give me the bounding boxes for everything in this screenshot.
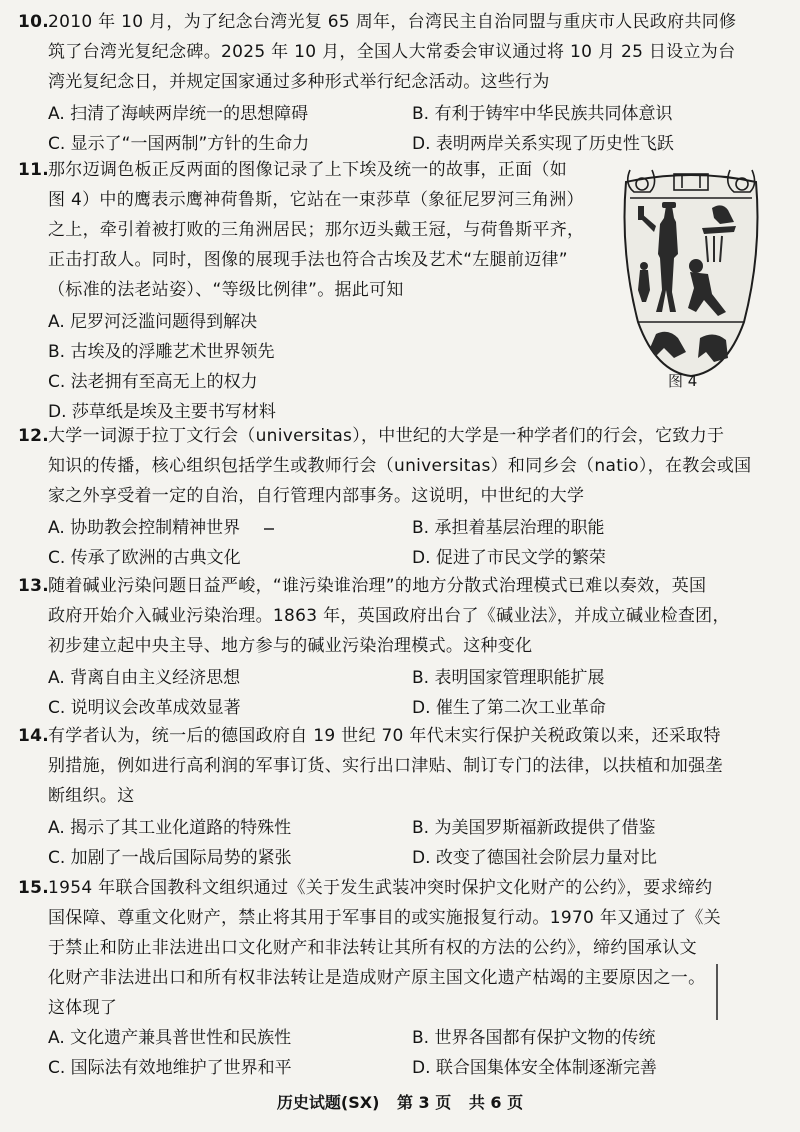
question-text-line: 有学者认为，统一后的德国政府自 19 世纪 70 年代末实行保护关税政策以来，还采取特 [48, 726, 721, 746]
option-d: D. 改变了德国社会阶层力量对比 [412, 848, 657, 868]
option-c: C. 说明议会改革成效显著 [48, 698, 241, 718]
option-c: C. 显示了“一国两制”方针的生命力 [48, 134, 310, 154]
option-c: C. 加剧了一战后国际局势的紧张 [48, 848, 292, 868]
option-a: A. 尼罗河泛滥问题得到解决 [48, 312, 258, 332]
footer-total: 共 6 页 [468, 1093, 524, 1112]
option-a: A. 背离自由主义经济思想 [48, 668, 241, 688]
question-text-line: 于禁止和防止非法进出口文化财产和非法转让其所有权的方法的公约》，缔约国承认文 [48, 938, 697, 958]
page-footer [0, 1090, 800, 1113]
option-d: D. 表明两岸关系实现了历史性飞跃 [412, 134, 674, 154]
option-c: C. 法老拥有至高无上的权力 [48, 372, 258, 392]
question-text-line: 断组织。这 [48, 786, 135, 806]
option-b: B. 表明国家管理职能扩展 [412, 668, 605, 688]
option-b: B. 古埃及的浮雕艺术世界领先 [48, 342, 275, 362]
option-d: D. 促进了市民文学的繁荣 [412, 548, 606, 568]
question-text-line: 筑了台湾光复纪念碑。2025 年 10 月，全国人大常委会审议通过将 10 月 25 日设立为台 [48, 42, 736, 62]
question-text-line: 初步建立起中央主导、地方参与的碱业污染治理模式。这种变化 [48, 636, 533, 656]
option-c: C. 国际法有效地维护了世界和平 [48, 1058, 292, 1078]
question-number: 15. [18, 878, 50, 898]
question-text-line: 图 4）中的鹰表示鹰神荷鲁斯，它站在一束莎草（象征尼罗河三角洲） [48, 190, 584, 210]
question-text-line: 2010 年 10 月，为了纪念台湾光复 65 周年，台湾民主自治同盟与重庆市人民政府共同修 [48, 12, 737, 32]
footer-page: 第 3 页 [396, 1093, 452, 1112]
footer-subject: 历史试题(SX) [276, 1093, 380, 1112]
option-a: A. 协助教会控制精神世界 [48, 518, 241, 538]
question-text-line: 大学一词源于拉丁文行会（universitas），中世纪的大学是一种学者们的行会，它致力于 [48, 426, 725, 446]
option-b: B. 承担着基层治理的职能 [412, 518, 605, 538]
figure-caption: 图 4 [668, 372, 698, 390]
question-text-line: 政府开始介入碱业污染治理。1863 年，英国政府出台了《碱业法》，并成立碱业检查团， [48, 606, 730, 626]
question-text-line: 那尔迈调色板正反两面的图像记录了上下埃及统一的故事，正面（如 [48, 160, 567, 180]
question-text-line: 知识的传播，核心组织包括学生或教师行会（universitas）和同乡会（natio），在教会或国 [48, 456, 752, 476]
question-text-line: 这体现了 [48, 998, 118, 1018]
option-a: A. 扫清了海峡两岸统一的思想障碍 [48, 104, 309, 124]
question-number: 13. [18, 576, 50, 596]
question-number: 10. [18, 12, 50, 32]
question-text-line: 别措施，例如进行高利润的军事订货、实行出口津贴、制订专门的法律，以扶植和加强垄 [48, 756, 723, 776]
option-b: B. 有利于铸牢中华民族共同体意识 [412, 104, 673, 124]
question-text-line: 湾光复纪念日，并规定国家通过多种形式举行纪念活动。这些行为 [48, 72, 550, 92]
option-c: C. 传承了欧洲的古典文化 [48, 548, 241, 568]
question-text-line: 国保障、尊重文化财产，禁止将其用于军事目的或实施报复行动。1970 年又通过了《关 [48, 908, 721, 928]
option-d: D. 莎草纸是埃及主要书写材料 [48, 402, 276, 422]
question-text-line: 之上，牵引着被打败的三角洲居民；那尔迈头戴王冠，与荷鲁斯平齐， [48, 220, 585, 240]
question-number: 14. [18, 726, 50, 746]
option-b: B. 为美国罗斯福新政提供了借鉴 [412, 818, 656, 838]
option-d: D. 联合国集体安全体制逐渐完善 [412, 1058, 657, 1078]
option-a: A. 文化遗产兼具普世性和民族性 [48, 1028, 292, 1048]
scan-mark [264, 528, 274, 530]
scan-mark [716, 964, 718, 1020]
question-text-line: 1954 年联合国教科文组织通过《关于发生武装冲突时保护文化财产的公约》，要求缔约 [48, 878, 713, 898]
question-number: 12. [18, 426, 50, 446]
option-d: D. 催生了第二次工业革命 [412, 698, 606, 718]
narmer-palette-figure [616, 162, 766, 402]
question-text-line: （标准的法老站姿）、“等级比例律”。据此可知 [48, 280, 404, 300]
question-text-line: 化财产非法进出口和所有权非法转让是造成财产原主国文化遗产枯竭的主要原因之一。 [48, 968, 706, 988]
question-text-line: 家之外享受着一定的自治，自行管理内部事务。这说明，中世纪的大学 [48, 486, 585, 506]
question-text-line: 正击打敌人。同时，图像的展现手法也符合古埃及艺术“左腿前迈律” [48, 250, 568, 270]
option-a: A. 揭示了其工业化道路的特殊性 [48, 818, 292, 838]
option-b: B. 世界各国都有保护文物的传统 [412, 1028, 656, 1048]
question-number: 11. [18, 160, 50, 180]
question-text-line: 随着碱业污染问题日益严峻，“谁污染谁治理”的地方分散式治理模式已难以奏效，英国 [48, 576, 707, 596]
